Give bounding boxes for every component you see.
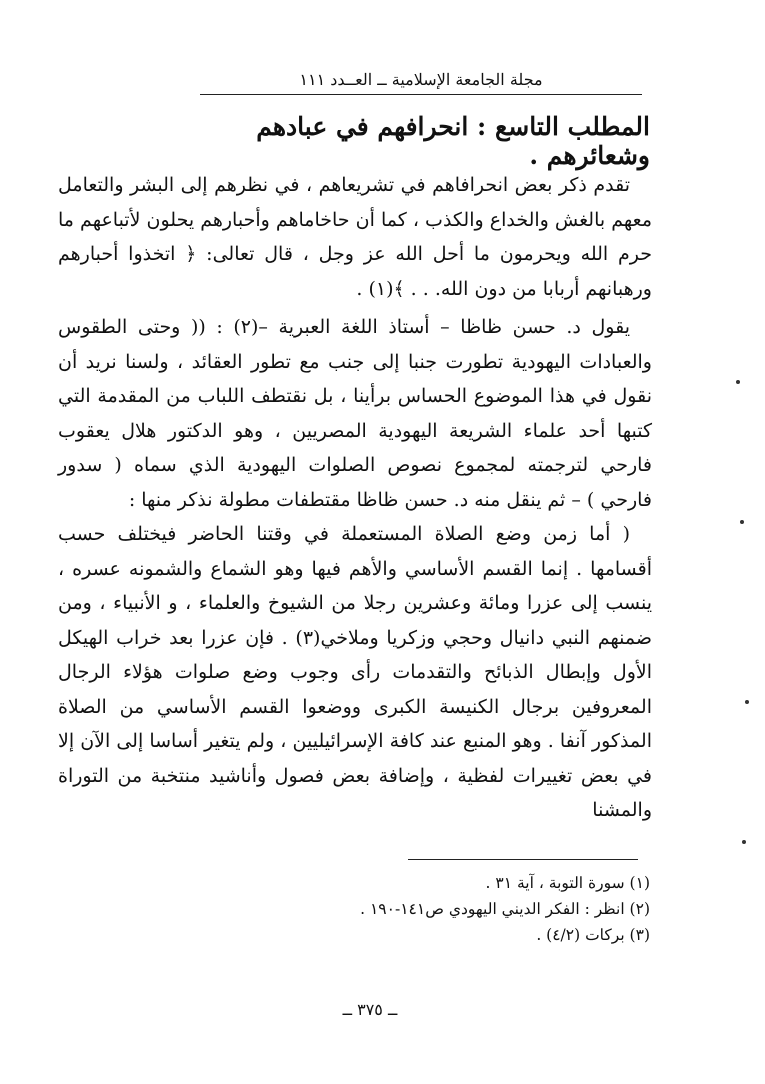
footnote-3: (٣) بركات (٤/٢) .	[536, 926, 650, 944]
footnotes	[130, 870, 650, 948]
paragraph-1: تقدم ذكر بعض انحرافاهم في تشريعاهم ، في نظرهم إلى البشر والتعامل معهم بالغش والخداع والكذب ، كما أن حاخاماهم وأحبارهم يحلون لأتباعهم ما حرم الله ويحرمون ما أحل الله عز وجل ، قال تعالى: ﴿ اتخذوا أحبارهم ورهبانهم أربابا من دون الله. . . ﴾(١) .	[58, 174, 652, 300]
scan-mark	[745, 700, 749, 704]
section-title: المطلب التاسع : انحرافهم في عبادهم وشعائرهم .	[256, 112, 650, 170]
page-number: ــ ٣٧٥ ــ	[342, 1000, 398, 1019]
footnote-2: (٢) انظر : الفكر الديني اليهودي ص١٤١-١٩٠ .	[360, 900, 650, 918]
body-text	[58, 168, 652, 828]
paragraph-3: ( أما زمن وضع الصلاة المستعملة في وقتنا الحاضر فيختلف حسب أقسامها . إنما القسم الأساسي والأهم فيها وهو الشماع والشمونه عسره ، ينسب إلى عزرا ومائة وعشرين رجلا من الشيوخ والعلماء ، و الأنبياء ، ومن ضمنهم النبي دانيال وحجي وزكريا وملاخي(٣) . فإن عزرا بعد خراب الهيكل الأول وإبطال الذبائح والتقدمات رأى وجوب وضع صلوات هؤلاء الرجال المعروفين برجال الكنيسة الكبرى ووضعوا القسم الأساسي من الصلاة المذكور آنفا . وهو المنبع عند كافة الإسرائيليين ، ولم يتغير أساسا إلى الآن إلا في بعض تغييرات لفظية ، وإضافة بعض فصول وأناشيد منتخبة من التوراة والمشنا	[58, 523, 652, 821]
scan-mark	[736, 380, 740, 384]
footnote-rule	[408, 859, 638, 860]
scan-mark	[742, 840, 746, 844]
header-rule	[200, 94, 642, 95]
footnote-1: (١) سورة التوبة ، آية ٣١ .	[485, 874, 650, 892]
running-header: مجلة الجامعة الإسلامية ــ العــدد ١١١	[299, 70, 543, 89]
scan-mark	[740, 520, 744, 524]
paragraph-2: يقول د. حسن ظاظا – أستاذ اللغة العبرية –(٢) : (( وحتى الطقوس والعبادات اليهودية تطورت جنبا إلى جنب مع تطور العقائد ، ولسنا نريد أن نقول في هذا الموضوع الحساس برأينا ، بل نقتطف اللباب من المقدمة التي كتبها أحد علماء الشريعة اليهودية المصريين ، وهو الدكتور هلال يعقوب فارحي لترجمته لمجموع نصوص الصلوات اليهودية الذي سماه ( سدور فارحي ) – ثم ينقل منه د. حسن ظاظا مقتطفات مطولة نذكر منها :	[58, 316, 652, 511]
